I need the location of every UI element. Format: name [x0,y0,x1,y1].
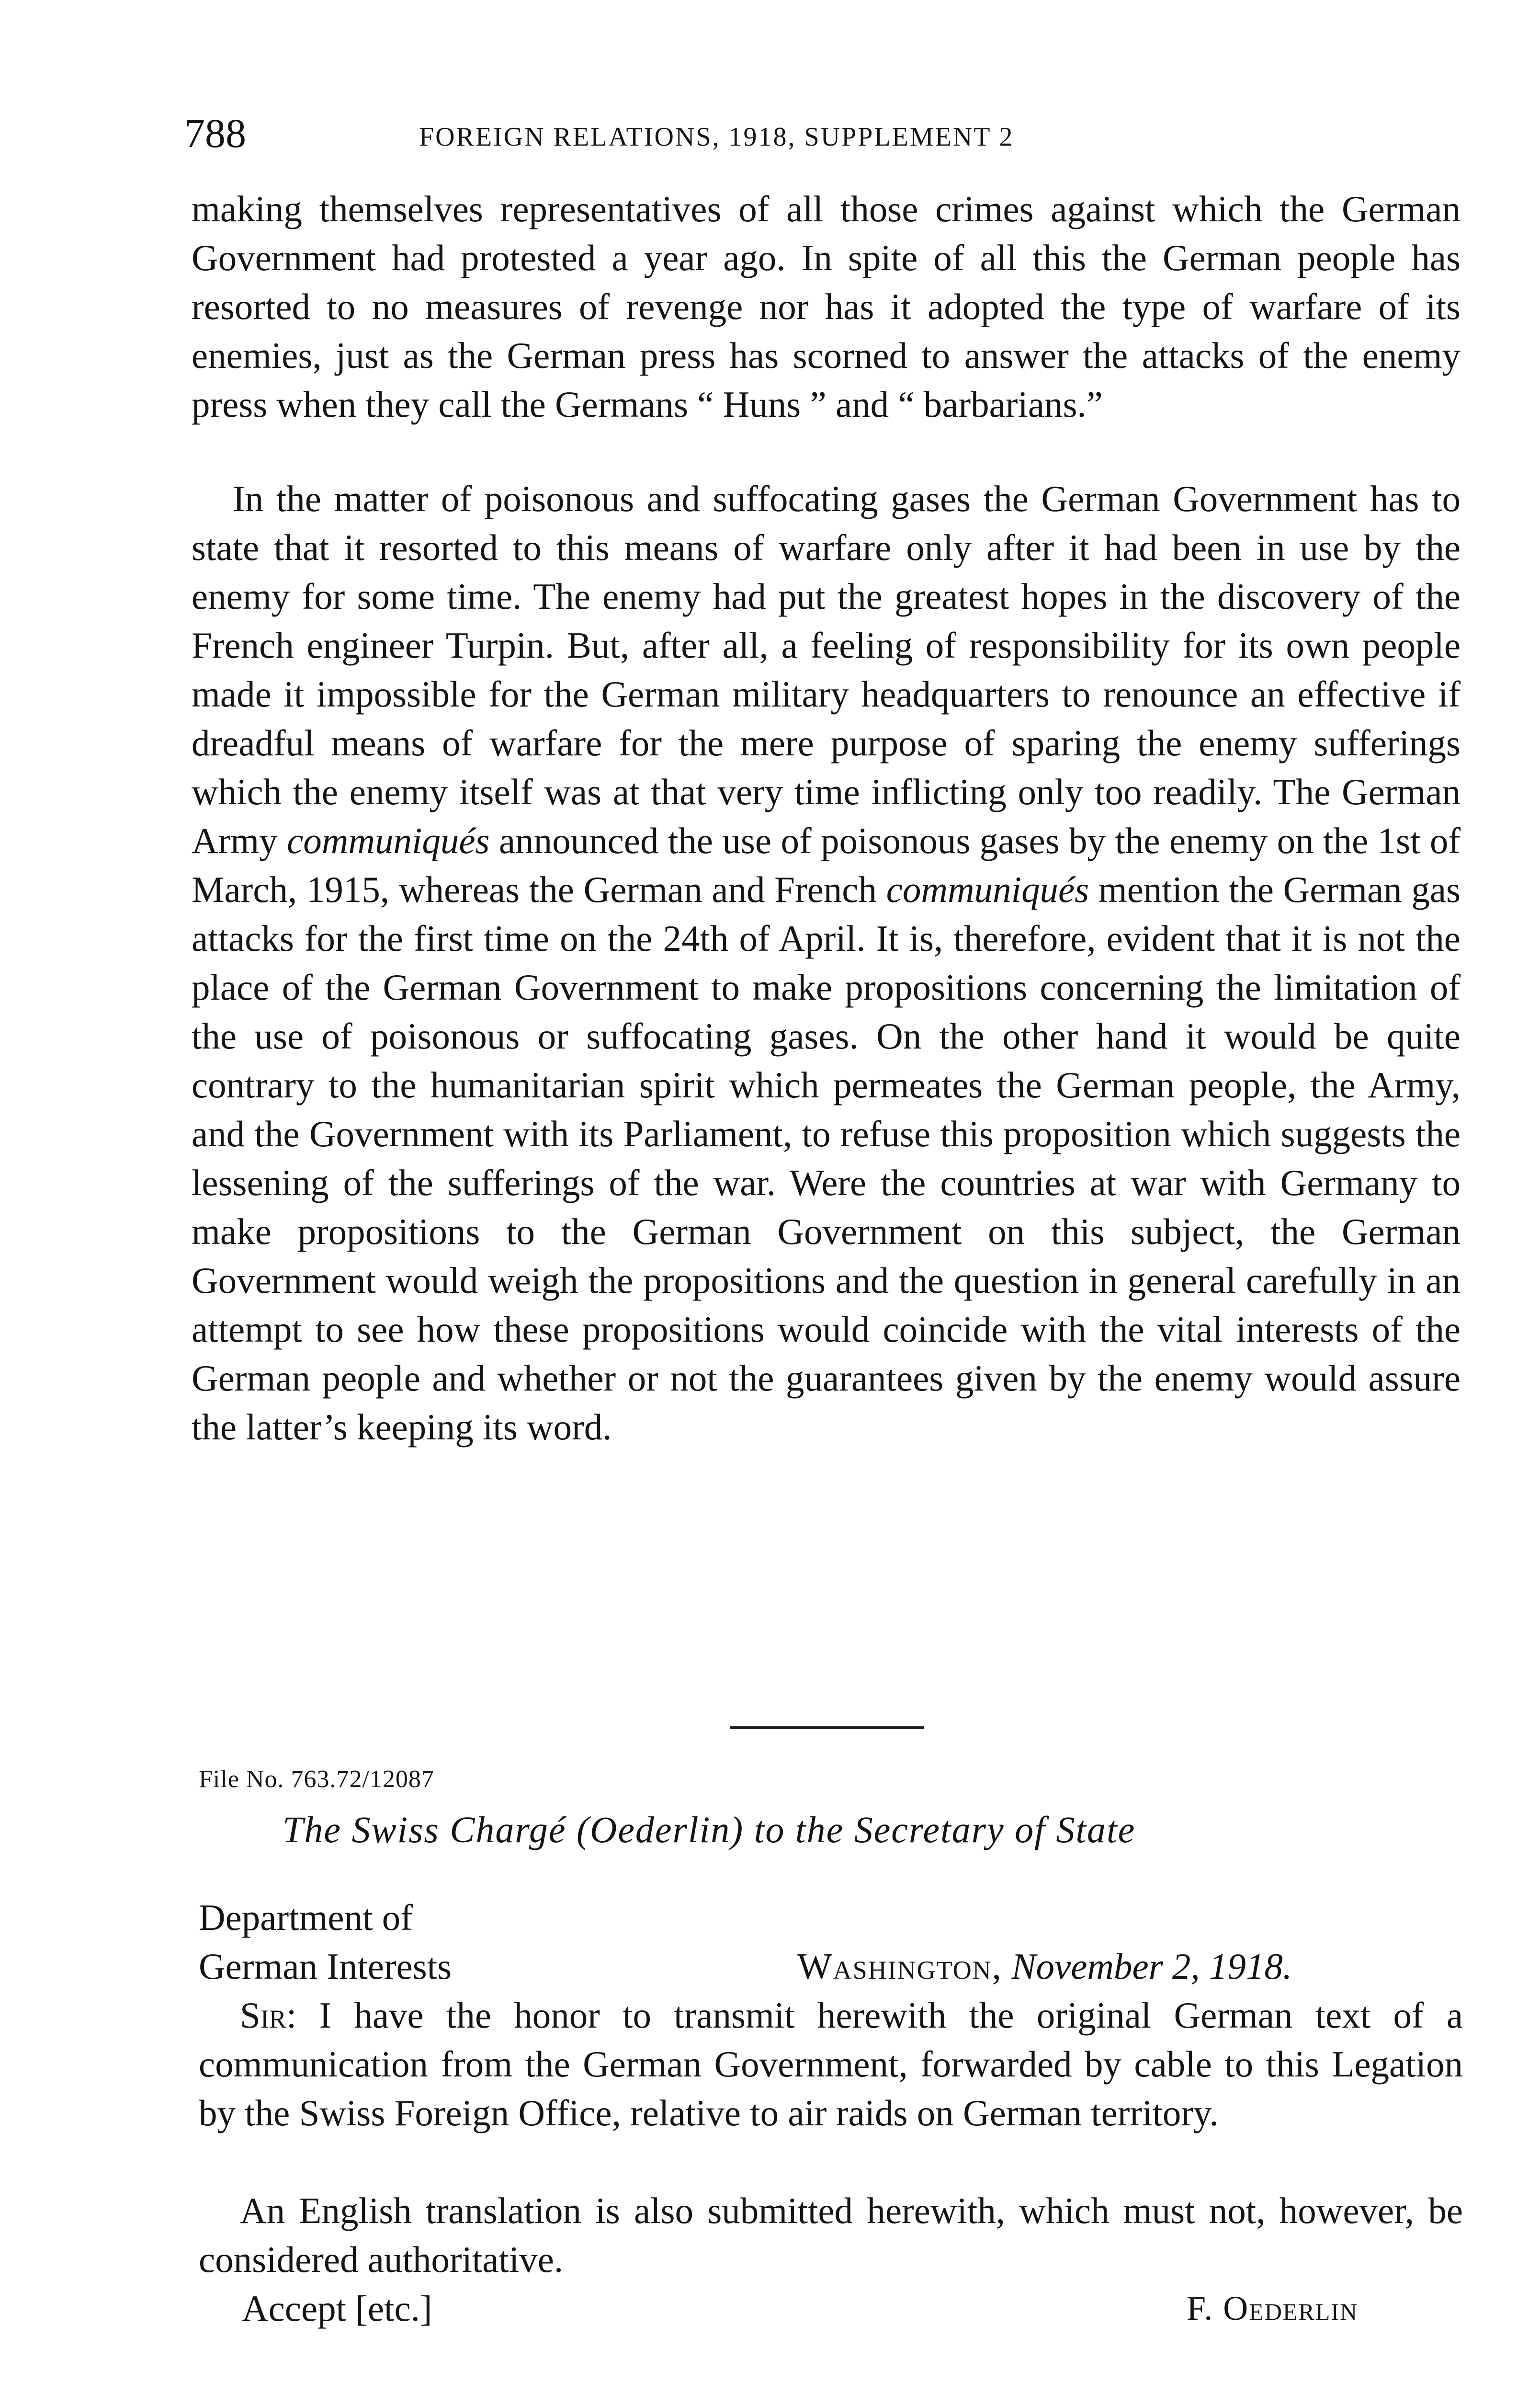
dateline-place: Washington, [797,1946,1002,1987]
page-number: 788 [184,110,246,156]
running-header [184,105,1468,158]
body-paragraph-2-text: mention the German gas attacks for the first time on the 24th of April. It is, therefore, evident that it is not the place of the German Government to make propositions concerning the limitation of the use of poisonous or suffocating gases. On the other hand it would be quite contrary to the humanitarian spirit which permeates the German people, the Army, and the Government with its Parliament, to refuse this proposition which suggests the lessening of the sufferings of the war. Were the countries at war with Germany to make propositions to the German Government on this subject, the German Government would weigh the propositions and the question in general carefully in an attempt to see how these propositions would coincide with the vital interests of the German people and whether or not the guarantees given by the enemy would assure the latter’s keeping its word. [192,869,1461,1448]
section-divider [730,1726,924,1729]
letter-paragraph-2: An English translation is also submitted herewith, which must not, however, be considered authoritative. [199,2190,1463,2280]
letter-paragraph-1-text: I have the honor to transmit herewith the original German text of a communication from the German Government, forwarded by cable to this Legation by the Swiss Foreign Office, relative to air raids on German territory. [199,1995,1463,2133]
dateline-date: November 2, 1918. [1011,1946,1292,1987]
closing: Accept [etc.] [242,2288,432,2329]
italic-term: communiqués [886,869,1089,910]
department-line: German Interests [199,1946,452,1987]
body-paragraph-2-text: In the matter of poisonous and suffocating gases the German Government has to state that it resorted to this means of warfare only after it had been in use by the enemy for some time. The enemy had put the greatest hopes in the discovery of the French engineer Turpin. But, after all, a feeling of responsibility for its own people made it impossible for the German military headquarters to renounce an effective if dreadful means of warfare for the mere purpose of sparing the enemy sufferings which the enemy itself was at that very time inflicting only too readily. The German Army [192,478,1461,861]
department-block [199,1893,452,1991]
body-paragraph-1: making themselves representatives of all those crimes against which the German Government had protested a year ago. In spite of all this the German people has resorted to no measures of revenge nor has it adopted the type of warfare of its enemies, just as the German press has scorned to answer the attacks of the enemy press when they call the Germans “ Huns ” and “ barbarians.” [192,188,1461,425]
signature: F. Oederlin [1187,2289,1359,2327]
file-number: File No. 763.72/12087 [199,1766,434,1793]
dateline [797,1942,1292,1991]
body-paragraph-2-text: announced the use of poisonous gases by the enemy on the 1st of March, 1915, whereas the German and French [192,820,1461,910]
department-line: Department of [199,1897,413,1938]
letter-paragraph-1 [199,1991,1463,2137]
salutation: Sir: [240,1995,297,2036]
italic-term: communiqués [287,820,490,861]
body-paragraph-2 [192,474,1461,1451]
document-title: The Swiss Chargé (Oederlin) to the Secretary of State [283,1809,1136,1850]
running-title: FOREIGN RELATIONS, 1918, SUPPLEMENT 2 [419,122,1014,152]
